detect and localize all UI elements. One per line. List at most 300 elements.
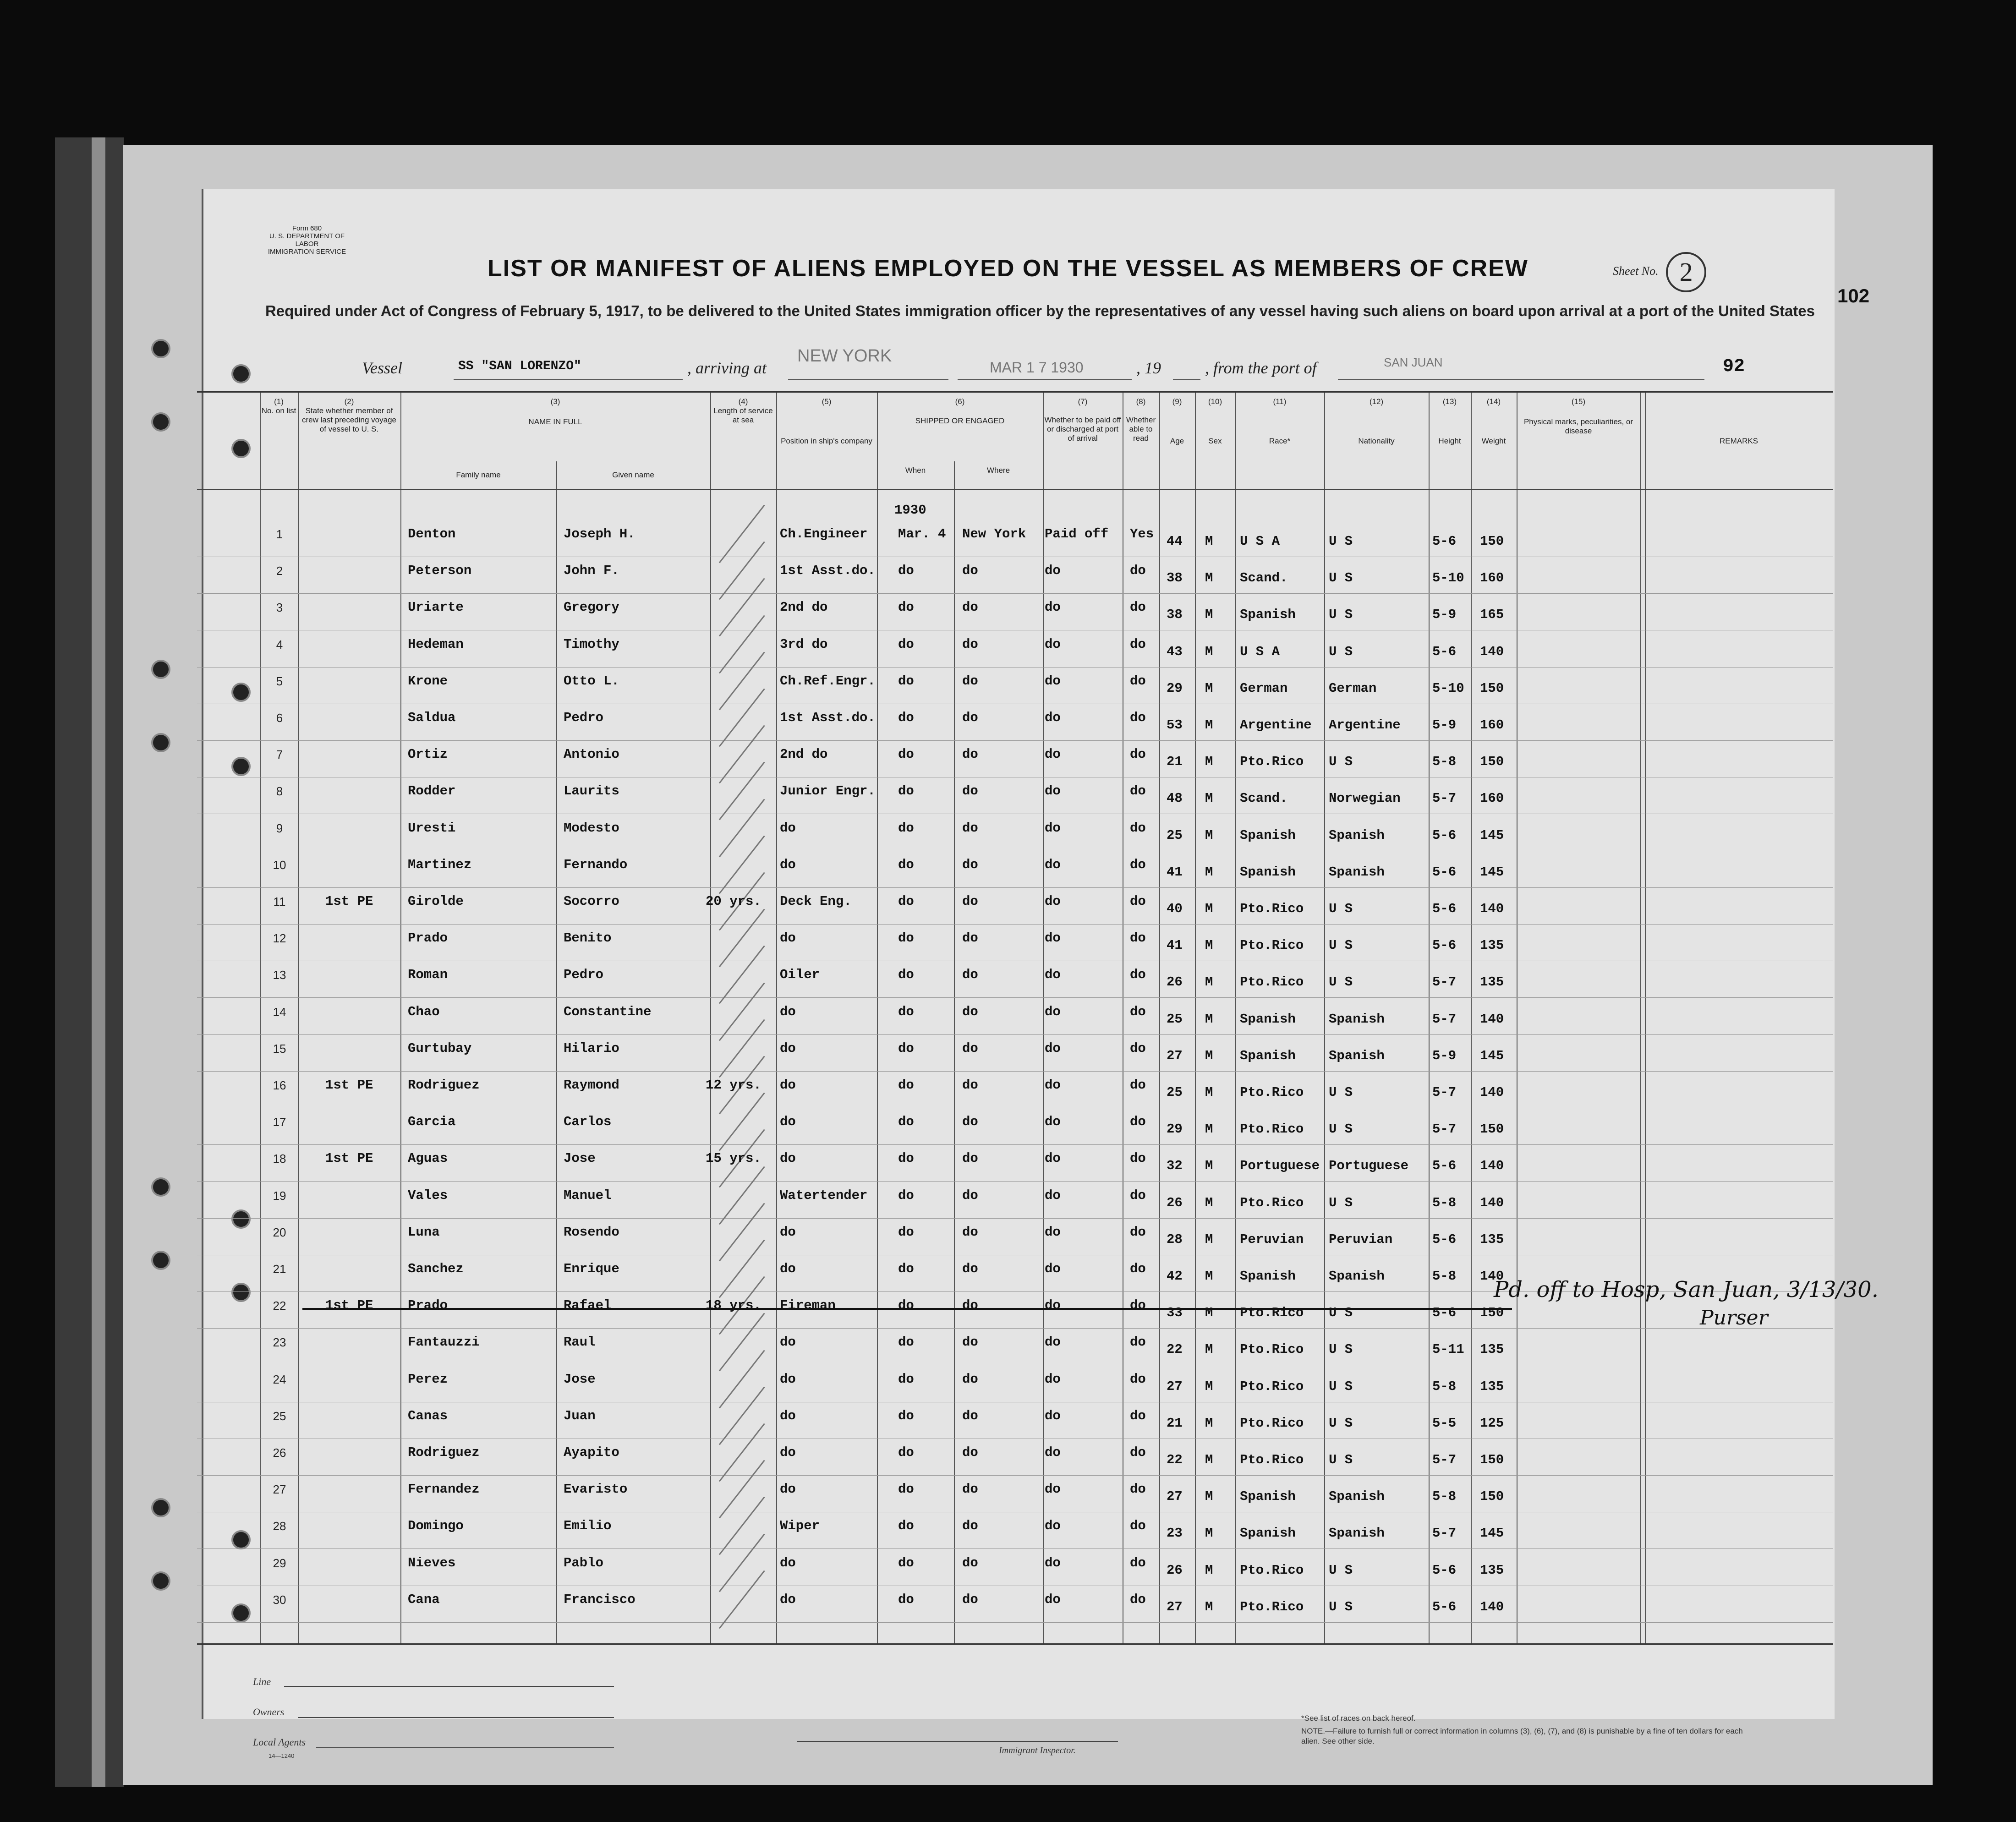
service-length: 15 yrs.: [706, 1151, 761, 1166]
nationality: U S: [1329, 754, 1353, 770]
shipped-when: do: [898, 1261, 914, 1276]
height: 5-6: [1432, 1231, 1457, 1247]
family-name: Roman: [408, 967, 448, 983]
binder-hole: [151, 412, 170, 432]
weight: 135: [1480, 1562, 1504, 1578]
sex: M: [1205, 1415, 1213, 1431]
height: 5-6: [1432, 901, 1457, 916]
nationality: U S: [1329, 1415, 1353, 1431]
weight: 135: [1480, 1342, 1504, 1357]
paid-off: do: [1045, 820, 1061, 836]
sex: M: [1205, 1342, 1213, 1357]
shipped-where: do: [962, 783, 978, 799]
nationality: U S: [1329, 1452, 1353, 1467]
age: 43: [1167, 644, 1183, 659]
family-name: Fantauzzi: [408, 1335, 480, 1350]
col-1-header: (1) No. on list: [261, 397, 296, 415]
able-to-read: do: [1130, 967, 1146, 983]
row-number: 2: [276, 564, 283, 578]
family-name: Gurtubay: [408, 1040, 472, 1056]
shipped-where: New York: [962, 526, 1026, 542]
sheet-label: Sheet No.: [1613, 264, 1659, 278]
age: 22: [1167, 1342, 1183, 1357]
age: 38: [1167, 570, 1183, 586]
shipped-where: do: [962, 1114, 978, 1130]
col-8-header: (8) Whether able to read: [1126, 397, 1156, 443]
nationality: Spanish: [1329, 1489, 1385, 1505]
service-length: 20 yrs.: [706, 894, 761, 909]
height: 5-8: [1432, 1195, 1457, 1210]
position: Oiler: [780, 967, 820, 983]
sex: M: [1205, 1048, 1213, 1063]
age: 38: [1167, 607, 1183, 623]
family-name: Martinez: [408, 857, 472, 872]
shipped-when: do: [898, 673, 914, 689]
family-name: Prado: [408, 1298, 448, 1313]
row-rule: [197, 1181, 1833, 1182]
tick-mark: [719, 542, 765, 600]
nationality: Peruvian: [1329, 1231, 1393, 1247]
sex: M: [1205, 1158, 1213, 1174]
row-number: 27: [273, 1483, 286, 1497]
age: 27: [1167, 1048, 1183, 1063]
height: 5-10: [1432, 680, 1464, 696]
tick-mark: [719, 1497, 765, 1555]
shipped-when: do: [898, 783, 914, 799]
tick-mark: [719, 615, 765, 673]
shipped-when: do: [898, 1224, 914, 1240]
age: 42: [1167, 1269, 1183, 1284]
weight: 135: [1480, 1231, 1504, 1247]
row-number: 13: [273, 968, 286, 982]
col-11-header: (11) Race*: [1269, 397, 1291, 445]
age: 25: [1167, 827, 1183, 843]
arriving-label: , arriving at: [687, 359, 767, 377]
form-number: Form 680: [292, 224, 322, 232]
position: Ch.Ref.Engr.: [780, 673, 876, 689]
weight: 160: [1480, 570, 1504, 586]
race: Pto.Rico: [1240, 1562, 1304, 1578]
age: 22: [1167, 1452, 1183, 1467]
height: 5-7: [1432, 1122, 1457, 1137]
sex: M: [1205, 1122, 1213, 1137]
sex: M: [1205, 1231, 1213, 1247]
able-to-read: do: [1130, 783, 1146, 799]
nationality: German: [1329, 680, 1377, 696]
age: 29: [1167, 680, 1183, 696]
position: 1st Asst.do.: [780, 710, 876, 725]
row-number: 17: [273, 1115, 286, 1129]
race: Scand.: [1240, 791, 1288, 806]
sex: M: [1205, 754, 1213, 770]
shipped-when: do: [898, 636, 914, 652]
able-to-read: do: [1130, 710, 1146, 725]
able-to-read: do: [1130, 1151, 1146, 1166]
position: 2nd do: [780, 747, 828, 762]
col-7-header: (7) Whether to be paid off or discharged at port of arrival: [1044, 397, 1121, 443]
height: 5-6: [1432, 1562, 1457, 1578]
nationality: U S: [1329, 901, 1353, 916]
given-name: Pablo: [564, 1555, 604, 1570]
race: U S A: [1240, 644, 1280, 659]
height: 5-6: [1432, 534, 1457, 549]
family-name: Cana: [408, 1592, 440, 1607]
service-length: 12 yrs.: [706, 1078, 761, 1093]
paid-off: do: [1045, 710, 1061, 725]
sex: M: [1205, 1599, 1213, 1614]
row-rule: [197, 887, 1833, 888]
height: 5-7: [1432, 1452, 1457, 1467]
able-to-read: do: [1130, 1261, 1146, 1276]
shipped-when: Mar. 4: [898, 526, 946, 542]
shipped-where: do: [962, 673, 978, 689]
owners-label: Owners: [253, 1706, 285, 1718]
when-header: When: [905, 466, 926, 475]
sex: M: [1205, 1305, 1213, 1321]
paid-off: do: [1045, 1482, 1061, 1497]
family-name: Hedeman: [408, 636, 464, 652]
able-to-read: do: [1130, 1040, 1146, 1056]
race: Pto.Rico: [1240, 1085, 1304, 1100]
row-rule: [197, 1071, 1833, 1072]
sex: M: [1205, 644, 1213, 659]
shipped-where: do: [962, 967, 978, 983]
paid-off: do: [1045, 1151, 1061, 1166]
binder-hole: [151, 1251, 170, 1270]
tick-mark: [719, 651, 765, 710]
given-name: Socorro: [564, 894, 619, 909]
binder-hole: [151, 1177, 170, 1197]
paid-off: do: [1045, 1224, 1061, 1240]
paid-off: do: [1045, 894, 1061, 909]
line-label: Line: [253, 1676, 271, 1687]
sex: M: [1205, 901, 1213, 916]
shipped-where: do: [962, 1187, 978, 1203]
position: do: [780, 1151, 796, 1166]
position: do: [780, 930, 796, 946]
able-to-read: do: [1130, 1298, 1146, 1313]
row-number: 26: [273, 1446, 286, 1460]
age: 33: [1167, 1305, 1183, 1321]
paid-off: Paid off: [1045, 526, 1109, 542]
weight: 150: [1480, 754, 1504, 770]
row-number: 8: [276, 784, 283, 799]
row-rule: [197, 997, 1833, 998]
sex: M: [1205, 1526, 1213, 1541]
nationality: Spanish: [1329, 864, 1385, 880]
year-note: 1930: [894, 503, 926, 518]
shipped-where: do: [962, 1151, 978, 1166]
year-label: , 19: [1136, 359, 1161, 377]
shipped-where: do: [962, 1371, 978, 1387]
position: do: [780, 857, 796, 872]
row-number: 1: [276, 527, 283, 541]
shipped-when: do: [898, 1335, 914, 1350]
paid-off: do: [1045, 747, 1061, 762]
given-name: Antonio: [564, 747, 619, 762]
able-to-read: do: [1130, 1482, 1146, 1497]
family-name: Luna: [408, 1224, 440, 1240]
sex: M: [1205, 1269, 1213, 1284]
race: Spanish: [1240, 1011, 1296, 1027]
fine-note: NOTE.—Failure to furnish full or correct information in columns (3), (6), (7), and (8) is punishable by a fine of ten dollars for each alien. See other side.: [1301, 1727, 1743, 1745]
paid-off: do: [1045, 1408, 1061, 1423]
race: Spanish: [1240, 827, 1296, 843]
form-code: 14—1240: [268, 1752, 295, 1759]
able-to-read: do: [1130, 1224, 1146, 1240]
sex: M: [1205, 1562, 1213, 1578]
age: 32: [1167, 1158, 1183, 1174]
age: 27: [1167, 1599, 1183, 1614]
weight: 145: [1480, 1048, 1504, 1063]
tick-mark: [719, 1423, 765, 1482]
row-number: 12: [273, 931, 286, 946]
col-15-header: (15) Physical marks, peculiarities, or disease: [1523, 397, 1633, 435]
given-name: Benito: [564, 930, 612, 946]
able-to-read: do: [1130, 747, 1146, 762]
height: 5-10: [1432, 570, 1464, 586]
shipped-when: do: [898, 747, 914, 762]
position: do: [780, 1445, 796, 1460]
shipped-where: do: [962, 1078, 978, 1093]
paid-off: do: [1045, 930, 1061, 946]
shipped-when: do: [898, 1114, 914, 1130]
tick-mark: [719, 1166, 765, 1225]
shipped-when: do: [898, 1187, 914, 1203]
race: Portuguese: [1240, 1158, 1320, 1174]
row-number: 24: [273, 1372, 286, 1386]
row-rule: [197, 1144, 1833, 1145]
height: 5-9: [1432, 1048, 1457, 1063]
weight: 150: [1480, 680, 1504, 696]
given-name: Joseph H.: [564, 526, 635, 542]
paid-off: do: [1045, 1004, 1061, 1019]
nationality: U S: [1329, 1599, 1353, 1614]
given-name: Laurits: [564, 783, 619, 799]
sex: M: [1205, 791, 1213, 806]
able-to-read: do: [1130, 1371, 1146, 1387]
sex: M: [1205, 1085, 1213, 1100]
age: 25: [1167, 1011, 1183, 1027]
sex: M: [1205, 938, 1213, 953]
row-number: 22: [273, 1299, 286, 1313]
nationality: U S: [1329, 1195, 1353, 1210]
paid-off: do: [1045, 1555, 1061, 1570]
strikethrough-line: [302, 1308, 1512, 1310]
row-rule: [197, 924, 1833, 925]
age: 40: [1167, 901, 1183, 916]
binder-hole: [231, 364, 251, 383]
sex: M: [1205, 1379, 1213, 1394]
paid-off: do: [1045, 1078, 1061, 1093]
binder-hole: [151, 733, 170, 752]
shipped-where: do: [962, 600, 978, 615]
paid-off: do: [1045, 673, 1061, 689]
race: Spanish: [1240, 1526, 1296, 1541]
race: Pto.Rico: [1240, 901, 1304, 916]
binding-strip: [92, 137, 105, 1787]
weight: 150: [1480, 1122, 1504, 1137]
family-name: Krone: [408, 673, 448, 689]
sex: M: [1205, 864, 1213, 880]
row-rule: [197, 1622, 1833, 1623]
row-rule: [197, 1034, 1833, 1035]
col-3-header: (3) NAME IN FULL: [528, 397, 582, 426]
weight: 125: [1480, 1415, 1504, 1431]
family-name: Rodder: [408, 783, 456, 799]
race: Scand.: [1240, 570, 1288, 586]
paid-off: do: [1045, 1040, 1061, 1056]
weight: 150: [1480, 1489, 1504, 1505]
tick-mark: [719, 1570, 765, 1629]
weight: 140: [1480, 1011, 1504, 1027]
row-rule: [197, 1548, 1833, 1549]
page-number: 102: [1837, 285, 1870, 306]
race: Pto.Rico: [1240, 1599, 1304, 1614]
shipped-where: do: [962, 857, 978, 872]
col-6-header: (6) SHIPPED OR ENGAGED: [915, 397, 1005, 425]
able-to-read: do: [1130, 673, 1146, 689]
given-name: Fernando: [564, 857, 628, 872]
row-number: 10: [273, 858, 286, 872]
position: do: [780, 1261, 796, 1276]
shipped-where: do: [962, 1335, 978, 1350]
able-to-read: Yes: [1130, 526, 1154, 542]
weight: 150: [1480, 534, 1504, 549]
family-name: Nieves: [408, 1555, 456, 1570]
able-to-read: do: [1130, 1187, 1146, 1203]
position: do: [780, 1371, 796, 1387]
age: 26: [1167, 974, 1183, 990]
form-id: [266, 224, 348, 256]
shipped-where: do: [962, 747, 978, 762]
sex: M: [1205, 1452, 1213, 1467]
crew-table: [197, 391, 1879, 1645]
family-name-header: Family name: [456, 471, 501, 479]
position: do: [780, 1224, 796, 1240]
age: 44: [1167, 534, 1183, 549]
weight: 140: [1480, 1269, 1504, 1284]
row-number: 23: [273, 1335, 286, 1350]
weight: 140: [1480, 1158, 1504, 1174]
page-subtitle: Required under Act of Congress of February 5, 1917, to be delivered to the United States immigration officer by the representatives of any vessel having such aliens on board upon arrival at a port of the United States: [265, 302, 1815, 319]
nationality: Spanish: [1329, 1048, 1385, 1063]
given-name: Carlos: [564, 1114, 612, 1130]
shipped-when: do: [898, 1482, 914, 1497]
weight: 150: [1480, 1452, 1504, 1467]
binder-hole: [151, 1498, 170, 1517]
paid-off: do: [1045, 636, 1061, 652]
weight: 140: [1480, 1599, 1504, 1614]
shipped-where: do: [962, 1408, 978, 1423]
given-name: Juan: [564, 1408, 596, 1423]
race: German: [1240, 680, 1288, 696]
given-name: Raymond: [564, 1078, 619, 1093]
race: Pto.Rico: [1240, 1379, 1304, 1394]
tick-mark: [719, 1019, 765, 1078]
height: 5-5: [1432, 1415, 1457, 1431]
age: 25: [1167, 1085, 1183, 1100]
family-name: Ortiz: [408, 747, 448, 762]
paid-off: do: [1045, 1335, 1061, 1350]
row-number: 30: [273, 1592, 286, 1607]
nationality: Spanish: [1329, 1269, 1385, 1284]
shipped-where: do: [962, 1555, 978, 1570]
given-name: Pedro: [564, 710, 604, 725]
nationality: Norwegian: [1329, 791, 1401, 806]
race: Pto.Rico: [1240, 1452, 1304, 1467]
position: 3rd do: [780, 636, 828, 652]
given-name: Otto L.: [564, 673, 619, 689]
position: 1st Asst.do.: [780, 563, 876, 579]
paid-off: do: [1045, 857, 1061, 872]
col-5-header: (5) Position in ship's company: [781, 397, 872, 445]
row-number: 29: [273, 1556, 286, 1570]
age: 29: [1167, 1122, 1183, 1137]
family-name: Perez: [408, 1371, 448, 1387]
height: 5-9: [1432, 607, 1457, 623]
paid-off: do: [1045, 1445, 1061, 1460]
sex: M: [1205, 1195, 1213, 1210]
sex: M: [1205, 607, 1213, 623]
given-name: Modesto: [564, 820, 619, 836]
age: 41: [1167, 938, 1183, 953]
sex: M: [1205, 1011, 1213, 1027]
weight: 135: [1480, 1379, 1504, 1394]
able-to-read: do: [1130, 894, 1146, 909]
shipped-where: do: [962, 1298, 978, 1313]
given-name: Jose: [564, 1371, 596, 1387]
family-name: Fernandez: [408, 1482, 480, 1497]
row-number: 3: [276, 601, 283, 615]
handwritten-signoff: Purser: [1700, 1306, 1768, 1330]
family-name: Domingo: [408, 1518, 464, 1534]
able-to-read: do: [1130, 1335, 1146, 1350]
position: do: [780, 1482, 796, 1497]
paid-off: do: [1045, 1592, 1061, 1607]
tick-mark: [719, 1460, 765, 1519]
race: Pto.Rico: [1240, 1305, 1304, 1321]
tick-mark: [719, 1533, 765, 1592]
position: do: [780, 1335, 796, 1350]
given-name-header: Given name: [612, 471, 654, 479]
from-label: , from the port of: [1205, 359, 1317, 377]
height: 5-8: [1432, 1269, 1457, 1284]
row-number: 20: [273, 1225, 286, 1239]
row-number: 25: [273, 1409, 286, 1423]
shipped-where: do: [962, 1224, 978, 1240]
weight: 160: [1480, 791, 1504, 806]
row-number: 4: [276, 637, 283, 651]
weight: 150: [1480, 1305, 1504, 1321]
family-name: Uriarte: [408, 600, 464, 615]
height: 5-7: [1432, 1085, 1457, 1100]
tick-mark: [719, 1313, 765, 1372]
weight: 135: [1480, 974, 1504, 990]
position: do: [780, 820, 796, 836]
row-number: 19: [273, 1188, 286, 1203]
shipped-where: do: [962, 1445, 978, 1460]
agents-label: Local Agents: [253, 1736, 306, 1748]
where-header: Where: [986, 466, 1010, 475]
col-10-header: (10) Sex: [1208, 397, 1222, 445]
height: 5-8: [1432, 1489, 1457, 1505]
able-to-read: do: [1130, 1555, 1146, 1570]
tick-mark: [719, 1239, 765, 1298]
nationality: Spanish: [1329, 827, 1385, 843]
paid-off: do: [1045, 1518, 1061, 1534]
scan-border: [55, 137, 124, 1787]
